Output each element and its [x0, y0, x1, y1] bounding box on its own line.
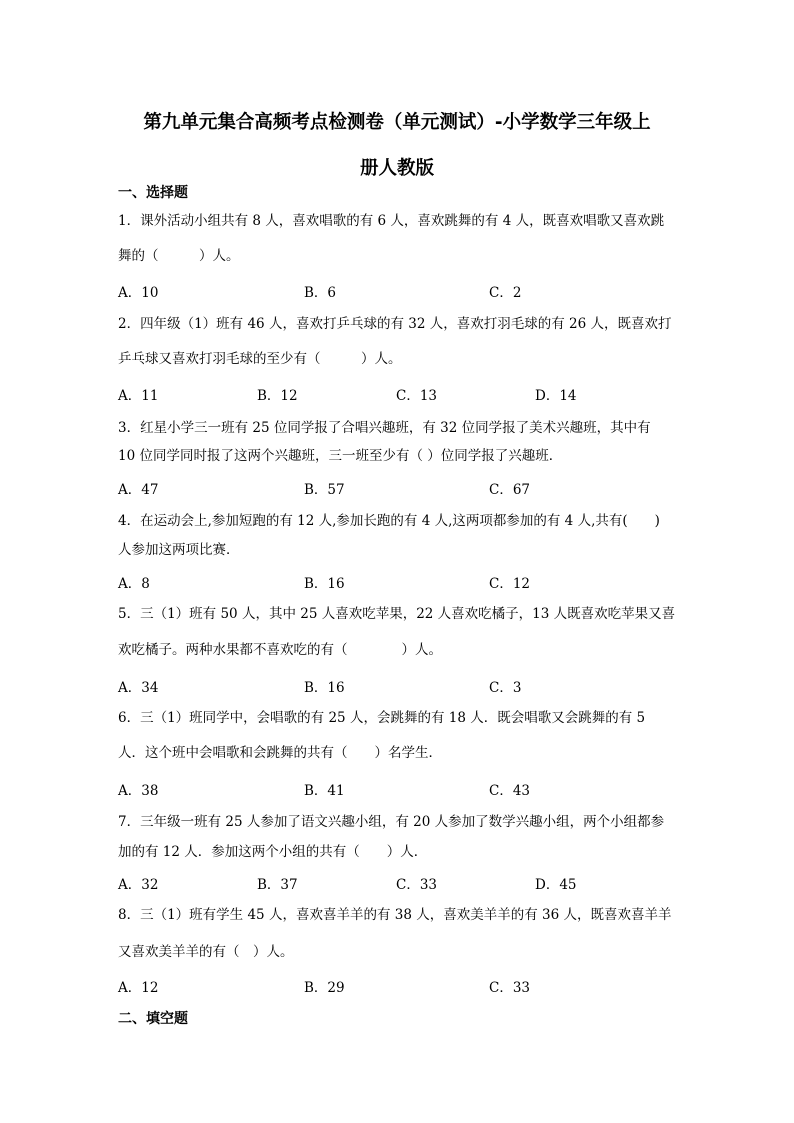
question-2-option-a: A．11: [118, 388, 159, 404]
question-8-option-b: B．29: [304, 980, 345, 996]
question-7-option-b: B．37: [257, 877, 298, 893]
question-3-option-b: B．57: [304, 482, 345, 498]
question-2-option-c: C．13: [396, 388, 438, 404]
question-4-line-1: 4．在运动会上,参加短跑的有 12 人,参加长跑的有 4 人,这两项都参加的有 4 人,共有( ): [118, 513, 660, 529]
question-1-option-b: B．6: [304, 285, 337, 301]
question-2-line-1: 2．四年级（1）班有 46 人，喜欢打乒乓球的有 32 人，喜欢打羽毛球的有 26 人，既喜欢打: [118, 316, 672, 332]
question-8-line-2: 又喜欢美羊羊的有（ ）人。: [118, 944, 294, 960]
question-4-option-c: C．12: [489, 576, 531, 592]
question-6-option-c: C．43: [489, 783, 531, 799]
question-8-line-1: 8．三（1）班有学生 45 人，喜欢喜羊羊的有 38 人，喜欢美羊羊的有 36 人，既喜欢喜羊羊: [118, 907, 672, 923]
question-3-option-a: A．47: [118, 482, 159, 498]
question-8-option-a: A．12: [118, 980, 159, 996]
question-2-option-b: B．12: [257, 388, 298, 404]
document-title: [100, 100, 694, 192]
section-heading-fill-in: 二、填空题: [118, 1011, 188, 1027]
title-line-2: 册人教版: [359, 158, 434, 179]
question-5-line-2: 欢吃橘子。两种水果都不喜欢吃的有（ ）人。: [118, 642, 442, 658]
title-line-1: 第九单元集合高频考点检测卷（单元测试）-小学数学三年级上: [143, 112, 651, 133]
question-4-option-a: A．8: [118, 576, 150, 592]
question-5-option-a: A．34: [118, 680, 159, 696]
question-3-option-c: C．67: [489, 482, 531, 498]
question-5-line-1: 5．三（1）班有 50 人，其中 25 人喜欢吃苹果，22 人喜欢吃橘子，13 人既喜欢吃苹果又喜: [118, 606, 676, 622]
question-8-option-c: C．33: [489, 980, 531, 996]
question-6-option-b: B．41: [304, 783, 345, 799]
question-1-option-c: C．2: [489, 285, 522, 301]
question-6-option-a: A．38: [118, 783, 159, 799]
question-1-option-a: A．10: [118, 285, 159, 301]
question-7-option-a: A．32: [118, 877, 159, 893]
question-7-line-2: 加的有 12 人．参加这两个小组的共有（ ）人．: [118, 844, 428, 860]
question-4-option-b: B．16: [304, 576, 345, 592]
question-5-option-c: C．3: [489, 680, 522, 696]
question-3-line-2: 10 位同学同时报了这两个兴趣班，三一班至少有（ ）位同学报了兴趣班．: [118, 448, 563, 464]
question-1-line-1: 1．课外活动小组共有 8 人，喜欢唱歌的有 6 人，喜欢跳舞的有 4 人，既喜欢唱歌又喜欢跳: [118, 213, 665, 229]
question-7-option-c: C．33: [396, 877, 438, 893]
question-3-line-1: 3．红星小学三一班有 25 位同学报了合唱兴趣班，有 32 位同学报了美术兴趣班，其中有: [118, 420, 651, 436]
question-7-option-d: D．45: [535, 877, 577, 893]
question-6-line-1: 6．三（1）班同学中，会唱歌的有 25 人，会跳舞的有 18 人．既会唱歌又会跳舞的有 5: [118, 710, 646, 726]
question-7-line-1: 7．三年级一班有 25 人参加了语文兴趣小组，有 20 人参加了数学兴趣小组，两个小组都参: [118, 814, 665, 830]
question-1-line-2: 舞的（ ）人。: [118, 248, 240, 264]
question-2-line-2: 乒乓球又喜欢打羽毛球的至少有（ ）人。: [118, 351, 402, 367]
section-heading-choice: 一、选择题: [118, 185, 188, 201]
question-2-option-d: D．14: [535, 388, 577, 404]
question-4-line-2: 人参加这两项比赛．: [118, 542, 240, 558]
question-5-option-b: B．16: [304, 680, 345, 696]
question-6-line-2: 人．这个班中会唱歌和会跳舞的共有（ ）名学生．: [118, 745, 442, 761]
